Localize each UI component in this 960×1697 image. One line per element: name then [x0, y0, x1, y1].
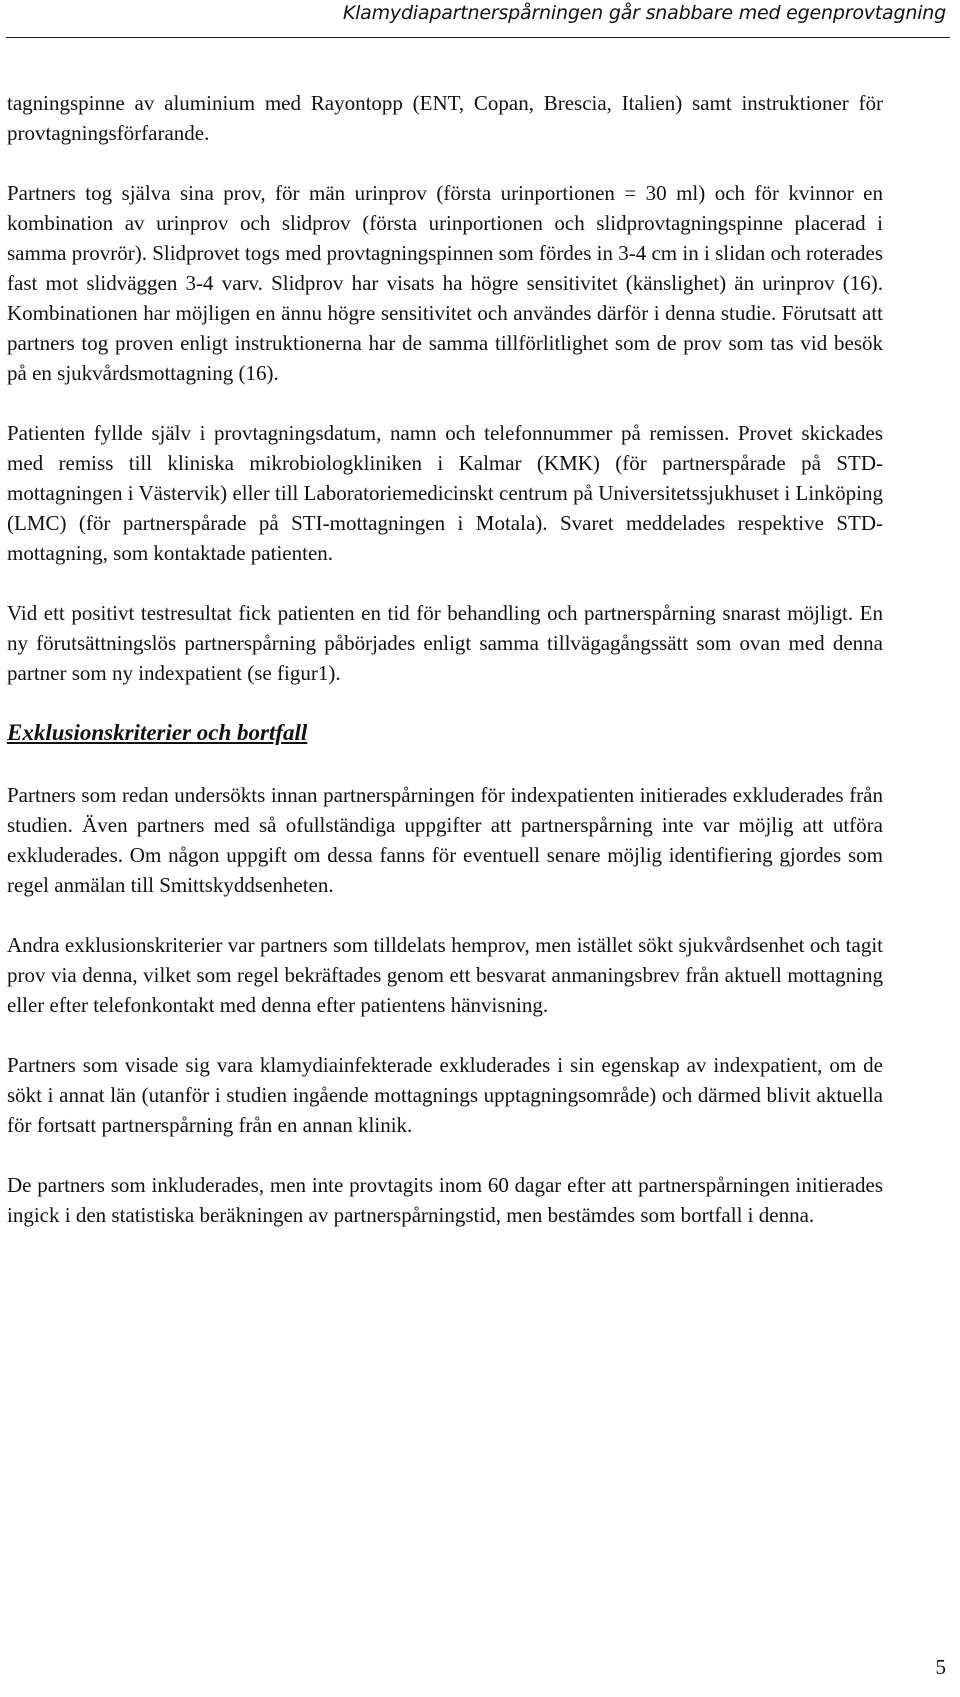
- paragraph-exclusion-infected: Partners som visade sig vara klamydiainfekterade exkluderades i sin egenskap av indexpatient, om de sökt i annat län (utanför i studien ingående mottagnings upptagningsområde) och därmed blivit aktuella för fortsatt partnerspårning från en annan klinik.: [7, 1053, 883, 1137]
- paragraph-exclusion-home-test: Andra exklusionskriterier var partners som tilldelats hemprov, men istället sökt sjukvårdsenhet och tagit prov via denna, vilket som regel bekräftades genom ett besvarat anmaningsbrev från aktuell mottagning eller efter telefonkontakt med denna efter patientens hänvisning.: [7, 933, 883, 1017]
- paragraph-exclusion-examined: Partners som redan undersökts innan partnerspårningen för indexpatienten initierades exkluderades från studien. Även partners med så ofullständiga uppgifter att partnerspårning inte var möjlig att utföra exkluderades. Om någon uppgift om dessa fanns för eventuell senare möjlig identifiering gjordes som regel anmälan till Smittskyddsenheten.: [7, 783, 883, 897]
- paragraph-referral: Patienten fyllde själv i provtagningsdatum, namn och telefonnummer på remissen. Provet skickades med remiss till kliniska mikrobiologkliniken i Kalmar (KMK) (för partnerspårade på STD-mottagningen i Västervik) eller till Laboratoriemedicinskt centrum på Universitetssjukhuset i Linköping (LMC) (för partnerspårade på STI-mottagningen i Motala). Svaret meddelades respektive STD-mottagning, som kontaktade patienten.: [7, 421, 883, 565]
- running-header-title: Klamydiapartnerspårningen går snabbare med egenprovtagning: [342, 2, 946, 24]
- header-divider: [6, 37, 950, 38]
- document-body: [7, 88, 883, 1260]
- paragraph-swab-description: tagningspinne av aluminium med Rayontopp (ENT, Copan, Brescia, Italien) samt instruktioner för provtagningsförfarande.: [7, 91, 883, 145]
- paragraph-dropout: De partners som inkluderades, men inte provtagits inom 60 dagar efter att partnerspårningen initierades ingick i den statistiska beräkningen av partnerspårningstid, men bestämdes som bortfall i denna.: [7, 1173, 883, 1227]
- paragraph-positive-result: Vid ett positivt testresultat fick patienten en tid för behandling och partnerspårning snarast möjligt. En ny förutsättningslös partnerspårning påbörjades enligt samma tillvägagångssätt som ovan med denna partner som ny indexpatient (se figur1).: [7, 601, 883, 685]
- section-heading-exclusion: Exklusionskriterier och bortfall: [7, 720, 308, 745]
- page-number: 5: [935, 1655, 946, 1679]
- paragraph-self-sampling: Partners tog själva sina prov, för män urinprov (första urinportionen = 30 ml) och för kvinnor en kombination av urinprov och slidprov (första urinportionen och slidprovtagningspinne placerad i samma provrör). Slidprovet togs med provtagningspinnen som fördes in 3-4 cm in i slidan och roterades fast mot slidväggen 3-4 varv. Slidprov har visats ha högre sensitivitet (känslighet) än urinprov (16). Kombinationen har möjligen en ännu högre sensitivitet och användes därför i denna studie. Förutsatt att partners tog proven enligt instruktionerna har de samma tillförlitlighet som de prov som tas vid besök på en sjukvårdsmottagning (16).: [7, 181, 884, 385]
